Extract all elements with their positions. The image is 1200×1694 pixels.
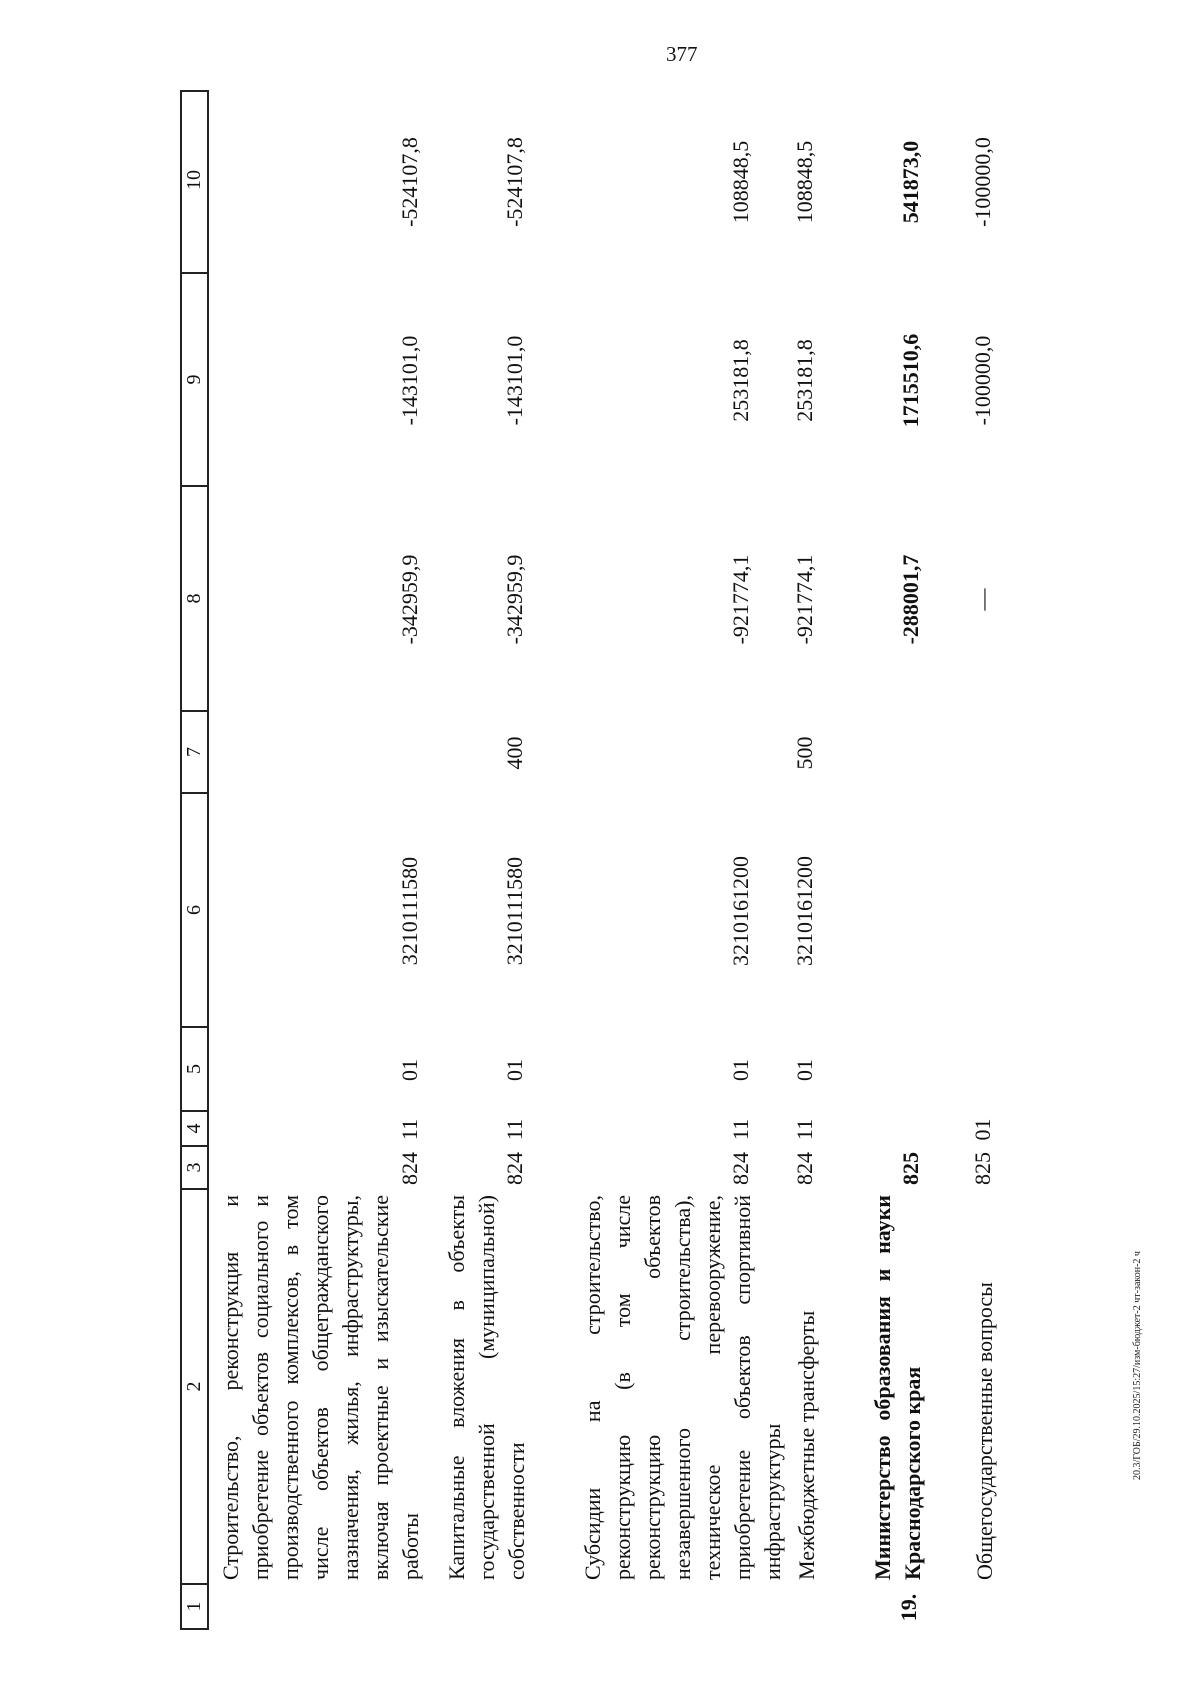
table-row <box>868 90 938 1630</box>
table-row <box>578 90 785 1630</box>
cell-c6: 3210111580 <box>502 856 527 966</box>
cell-c4: 11 <box>502 1118 527 1141</box>
row-description: Межбюджетные трансферты <box>794 1310 819 1580</box>
column-header: 9 <box>182 272 207 485</box>
column-header: 8 <box>182 485 207 710</box>
column-header: 1 <box>182 1583 207 1628</box>
cell-c10: 541873,0 <box>898 140 923 224</box>
table-row <box>442 90 542 1630</box>
row-description: Капитальные вложения в объекты государственной (муниципальной) собственности <box>444 1195 529 1580</box>
cell-c10: 108848,5 <box>728 140 753 224</box>
column-header: 3 <box>182 1145 207 1188</box>
cell-c5: 01 <box>502 1059 527 1081</box>
cell-c6: 3210161200 <box>728 856 753 966</box>
row-number: 19. <box>896 1593 921 1622</box>
cell-c3: 824 <box>792 1152 817 1185</box>
column-header: 5 <box>182 1026 207 1110</box>
cell-c6: 3210111580 <box>397 856 422 966</box>
cell-c5: 01 <box>728 1059 753 1081</box>
cell-c8: -921774,1 <box>728 554 753 645</box>
cell-c4: 01 <box>970 1118 995 1141</box>
row-description: Министерство образования и науки Краснодарского края <box>870 1195 925 1580</box>
column-header: 6 <box>182 792 207 1026</box>
cell-c10: 108848,5 <box>792 140 817 224</box>
column-header: 10 <box>183 170 205 190</box>
cell-c9: -143101,0 <box>397 335 422 426</box>
cell-c10: -100000,0 <box>970 137 995 227</box>
column-header: 2 <box>182 1188 207 1583</box>
row-description: Строительство, реконструкция и приобретение объектов социального и производственного комплексов, в том числе объектов общегражданского назначения, жилья, инфраструктуры, включая проектные и изыскательские работы <box>218 1195 423 1580</box>
cell-c6: 3210161200 <box>792 856 817 966</box>
table-row <box>792 90 832 1630</box>
cell-c10: -524107,8 <box>397 137 422 227</box>
page-number: 377 <box>666 42 698 66</box>
table-row <box>970 90 1010 1630</box>
row-description: Субсидии на строительство, реконструкцию (в том числе реконструкцию объектов незавершенного строительства), техническое перевооружение, приобретение объектов спортивной инфраструктуры <box>580 1195 785 1580</box>
cell-c3: 824 <box>502 1152 527 1185</box>
cell-c9: 253181,8 <box>792 339 817 422</box>
cell-c7: 500 <box>792 736 817 770</box>
cell-c5: 01 <box>792 1059 817 1081</box>
column-header: 4 <box>182 1110 207 1145</box>
budget-table <box>180 90 1140 1630</box>
column-header: 7 <box>182 710 207 792</box>
column-header-row <box>180 90 209 1630</box>
cell-c8: -921774,1 <box>792 554 817 645</box>
cell-c5: 01 <box>397 1059 422 1081</box>
cell-c9: -143101,0 <box>502 335 527 426</box>
cell-c3: 825 <box>970 1152 995 1185</box>
cell-c3: 824 <box>728 1152 753 1185</box>
cell-c9: 253181,8 <box>728 339 753 422</box>
cell-c4: 11 <box>397 1118 422 1141</box>
cell-c10: -524107,8 <box>502 137 527 227</box>
cell-c8: -288001,7 <box>898 554 923 645</box>
cell-c9: -100000,0 <box>970 335 995 426</box>
cell-c3: 825 <box>898 1152 923 1185</box>
cell-c8: -342959,9 <box>502 554 527 645</box>
cell-c8: — <box>970 588 995 611</box>
cell-c4: 11 <box>728 1118 753 1141</box>
row-description: Общегосударственные вопросы <box>972 1282 997 1580</box>
cell-c9: 1715510,6 <box>898 333 923 428</box>
cell-c8: -342959,9 <box>397 554 422 645</box>
table-row <box>216 90 424 1630</box>
cell-c4: 11 <box>792 1118 817 1141</box>
cell-c7: 400 <box>502 736 527 770</box>
footer-code: 20.3/ГОБ/29.10.2025/15:27/изм-бюджет-2 чт-закон-2 ч <box>1132 1251 1143 1480</box>
cell-c3: 824 <box>397 1152 422 1185</box>
